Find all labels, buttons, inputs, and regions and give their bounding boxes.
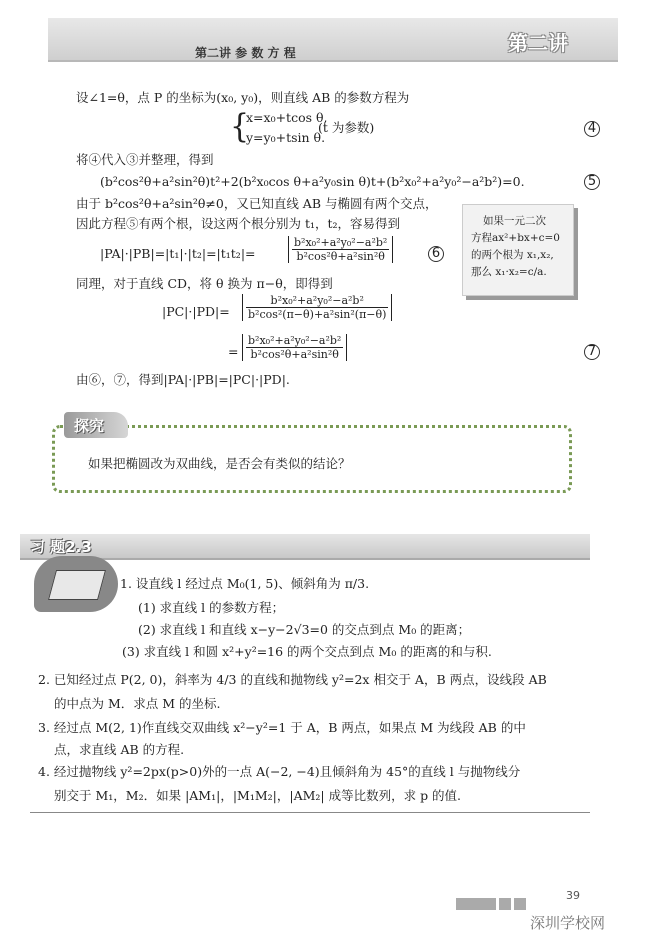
book-icon — [34, 556, 118, 612]
eq7a-numerator: b²x₀²+a²y₀²−a²b² — [246, 294, 388, 308]
text-line-5: 同理，对于直线 CD，将 θ 换为 π−θ，即得到 — [76, 276, 333, 291]
explore-tag: 探究 — [64, 412, 128, 438]
eq7a-denominator: b²cos²(π−θ)+a²sin²(π−θ) — [248, 308, 387, 321]
text-line-3: 由于 b²cos²θ+a²sin²θ≠0，又已知直线 AB 与椭圆有两个交点， — [76, 196, 438, 211]
equation-7b-left: = — [228, 344, 239, 359]
exercise-title: 习 题2.3 — [30, 538, 92, 556]
chapter-title: 第二讲 参 数 方 程 — [195, 46, 296, 60]
exercise-q1: 1. 设直线 l 经过点 M₀(1, 5)、倾斜角为 π/3. — [120, 576, 370, 591]
exercise-q2-line-2: 的中点为 M．求点 M 的坐标. — [54, 696, 221, 711]
eq7b-numerator: b²x₀²+a²y₀²−a²b² — [248, 334, 342, 347]
side-note — [462, 204, 574, 296]
side-note-line-4: 那么 x₁·x₂=c/a. — [471, 266, 547, 278]
exercise-band — [20, 534, 590, 560]
page-number: 39 — [566, 889, 580, 902]
equation-7b-fraction — [242, 334, 347, 361]
system-note: (t 为参数) — [318, 120, 375, 135]
equation-number-4: 4 — [584, 121, 600, 137]
exercise-q1-a: (1) 求直线 l 的参数方程； — [138, 600, 285, 615]
explore-text: 如果把椭圆改为双曲线，是否会有类似的结论？ — [88, 456, 351, 471]
equation-brace: { — [230, 107, 250, 146]
equation-7a-left: |PC|·|PD|= — [162, 304, 230, 319]
eq7b-denominator: b²cos²θ+a²sin²θ — [250, 348, 339, 361]
exercise-q2-line-1: 2. 已知经过点 P(2, 0)，斜率为 4/3 的直线和抛物线 y²=2x 相交于 A，B 两点，设线段 AB — [38, 672, 547, 687]
exercise-q4-line-1: 4. 经过抛物线 y²=2px(p>0)外的一点 A(−2, −4)且倾斜角为 45°的直线 l 与抛物线分 — [38, 764, 521, 779]
exercise-q1-c: (3) 求直线 l 和圆 x²+y²=16 的两个交点到点 M₀ 的距离的和与积. — [122, 644, 492, 659]
equation-number-5: 5 — [584, 174, 600, 190]
text-line-6: 由⑥，⑦，得到|PA|·|PB|=|PC|·|PD|. — [76, 372, 290, 387]
equation-6-left: |PA|·|PB|=|t₁|·|t₂|=|t₁t₂|= — [100, 246, 256, 261]
text-line-2: 将④代入③并整理，得到 — [76, 152, 214, 167]
equation-6-fraction — [288, 236, 393, 263]
page-decoration — [456, 893, 529, 912]
exercise-q3-line-2: 点，求直线 AB 的方程. — [54, 742, 185, 757]
system-line-1: x=x₀+tcos θ, — [246, 110, 328, 125]
equation-number-6: 6 — [428, 246, 444, 262]
text-line-1: 设∠1=θ，点 P 的坐标为(x₀, y₀)，则直线 AB 的参数方程为 — [76, 90, 410, 105]
side-note-line-1: 如果一元二次 — [483, 215, 546, 227]
watermark: 深圳学校网 — [530, 914, 606, 932]
exercise-q4-line-2: 别交于 M₁，M₂．如果 |AM₁|，|M₁M₂|，|AM₂| 成等比数列，求 p 的值. — [54, 788, 462, 803]
eq6-numerator: b²x₀²+a²y₀²−a²b² — [294, 236, 388, 249]
chapter-badge: 第二讲 — [508, 30, 568, 55]
side-note-line-3: 的两个根为 x₁,x₂, — [471, 249, 554, 261]
side-note-line-2: 方程ax²+bx+c=0 — [471, 232, 560, 244]
exercise-q3-line-1: 3. 经过点 M(2, 1)作直线交双曲线 x²−y²=1 于 A，B 两点，如果点 M 为线段 AB 的中 — [38, 720, 526, 735]
bottom-rule — [30, 812, 590, 813]
equation-7a-fraction — [242, 294, 392, 321]
exercise-q1-b: (2) 求直线 l 和直线 x−y−2√3=0 的交点到点 M₀ 的距离； — [138, 622, 471, 637]
eq6-denominator: b²cos²θ+a²sin²θ — [296, 250, 385, 263]
equation-number-7: 7 — [584, 344, 600, 360]
equation-5: (b²cos²θ+a²sin²θ)t²+2(b²x₀cos θ+a²y₀sin θ)t+(b²x₀²+a²y₀²−a²b²)=0. — [100, 174, 525, 189]
text-line-4: 因此方程⑤有两个根，设这两个根分别为 t₁，t₂，容易得到 — [76, 216, 401, 231]
system-line-2: y=y₀+tsin θ. — [246, 130, 326, 145]
